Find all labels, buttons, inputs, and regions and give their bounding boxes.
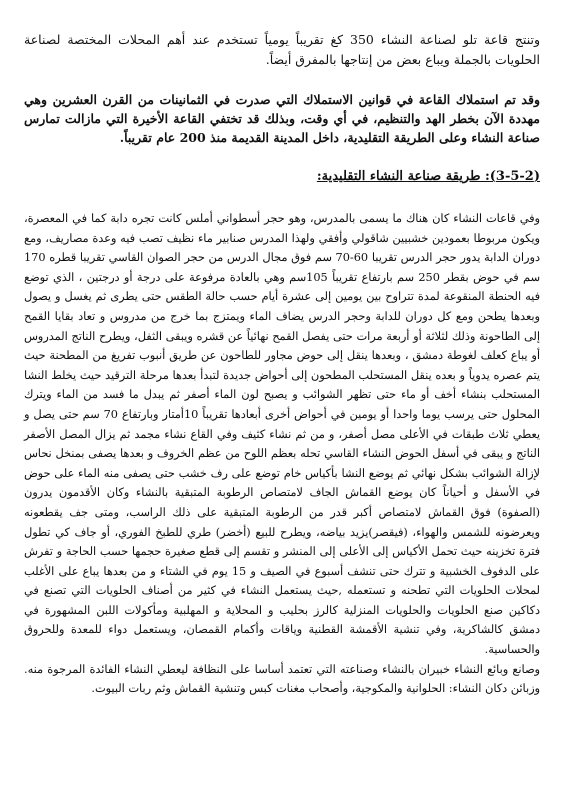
intro-paragraph: وتنتج قاعة تلو لصناعة النشاء 350 كغ تقريباً يومياً تستخدم عند أهم المحلات المختصة لصناعة الحلويات بالجملة ويباع بعض من إنتاجها بالمفرق أيضاً.: [24, 32, 540, 67]
section-heading: (3-5-2): طريقة صناعة النشاء التقليدية:: [316, 169, 540, 184]
expropriation-paragraph: وقد تم استملاك القاعة في قوانين الاستملاك التي صدرت في الثمانينات من القرن العشرين وهي مهددة الآن بخطر الهد والتنظيم، في أي وقت، وبذلك قد تختفي القاعة الأخيرة التي مازالت تمارس صناعة النشاء وعلى الطريقة التقليدية، داخل المدينة القديمة منذ 200 عام تقريباً.: [24, 92, 540, 145]
closing-paragraph: وصانع وبائع النشاء خبيران بالنشاء وصناعته التي تعتمد أساسا على النظافة ليعطي النشاء الفائدة المرجوة منه. وزبائن دكان النشاء: الحلوانية والمكوجية، وأصحاب مغنات كبس وتنشية القماش وثم ربات البيوت.: [24, 662, 540, 695]
process-paragraph: وفي قاعات النشاء كان هناك ما يسمى بالمدرس، وهو حجر أسطواني أملس كانت تجره دابة كما في المعصرة، ويكون مربوطا بعمودين خشبيين شاقولي وأفقي ولهذا المدرس صنابير ماء نظيف تصب فيه وعدة مصاريف، ومع دوران الدابة يدور حجر الدرس تقريبا 60-70 سم فوق مجال الدرس من حجر الصوان القاسي تقريبا قطره 170 سم في حوض بقطر 250 سم بارتفاع تقريباً 105سم وهي بالعادة مرفوعة على درجة أو درجتين ، الذي توضع فيه الحنطة المنقوعة لمدة تتراوح بين يومين إلى عشرة أيام حسب حالة الطقس حتى يطرى ثم يغسل و يصول وبعدها يطحن ومع كل دوران للدابة وحجر الدرس يضاف الماء ويمتزج بما خرج من مدروس و تعاد بقايا القمح إلى الطاحونة وذلك لثلاثة أو أربعة مرات حتى يفصل القمح نهائياً عن قشره ويبقى الثفل، ويطرح الناتج المدروس أو يباع كعلف لغوطة دمشق ، وبعدها ينقل إلى حوض مجاور للطاحون عن طريق أنبوب تفريغ من المطحنة حيث يتم عصره يدوياً و بعده ينقل المستحلب المطحون إلى أحواض جديدة لتبدأ بعدها مرحلة الترقيد حيث يخلط النشا المستحلب بنشاء أخف أو ماء حتى تظهر الشوائب و يصبح لون الماء أصفر ثم يبدل ما فسد من الماء ويترك المحلول حتى يرسب يوما واحدا أو يومين في أحواض أخرى أبعادها تقريباً 10أمتار وبارتفاع 70 سم حتى يصل و يعطي ثلاث طبقات في الأعلى مصل أصفر، و من ثم نشاء كثيف وفي القاع نشاء مجمد ثم يزال المصل الأصفر الناتج و يبقى في أسفل الحوض النشاء القاسي تحله بعظم اللوح من عظم الخروف و بعدها يصفى بمنخل نحاس لإزالة الشوائب بشكل نهائي ثم يوضع النشا بأكياس خام توضع على رف خشب حتى يصفى منه الماء على حوض في الأسفل و أحياناً كان يوضع القماش الجاف لامتصاص الرطوبة المتبقية بالنشاء وكان الأقدمون يدرون (الصفوة) فوق القماش لامتصاص أكبر قدر من الرطوبة المتبقية على ذلك الراسب، ومتى جف يقطعونه ويعرضونه للشمس والهواء، (فيقصر)يزيد بياضه، ويطرح للبيع (أخضر) طري للطبخ الفوري، أو جاف كي تطول فترة تخزينه حيث تحمل الأكياس إلى الأعلى إلى المنشر و تقسم إلى قطع صغيرة حجمها حسب الحاجة و تفرش على الدفوف الخشبية و تترك حتى تنشف أسبوع في الصيف و 15 يوم في الشتاء و من بعدها يباع على الأغلب لمحلات الحلويات التي تطحنه و تستعمله ,حيث يستعمل النشاء في كثير من أصناف الحلويات التي تصنع في دكاكين صنع الحلويات والحلويات المنزلية كالرز بحليب و المحلاية و المهلبية ومأكولات اللبن المشهورة في دمشق كالشاكرية، وفي تنشية الأقمشة القطنية وياقات وأكمام القمصان، ويستعمل دواء للمعدة وللحروق والحساسية.: [24, 212, 540, 657]
